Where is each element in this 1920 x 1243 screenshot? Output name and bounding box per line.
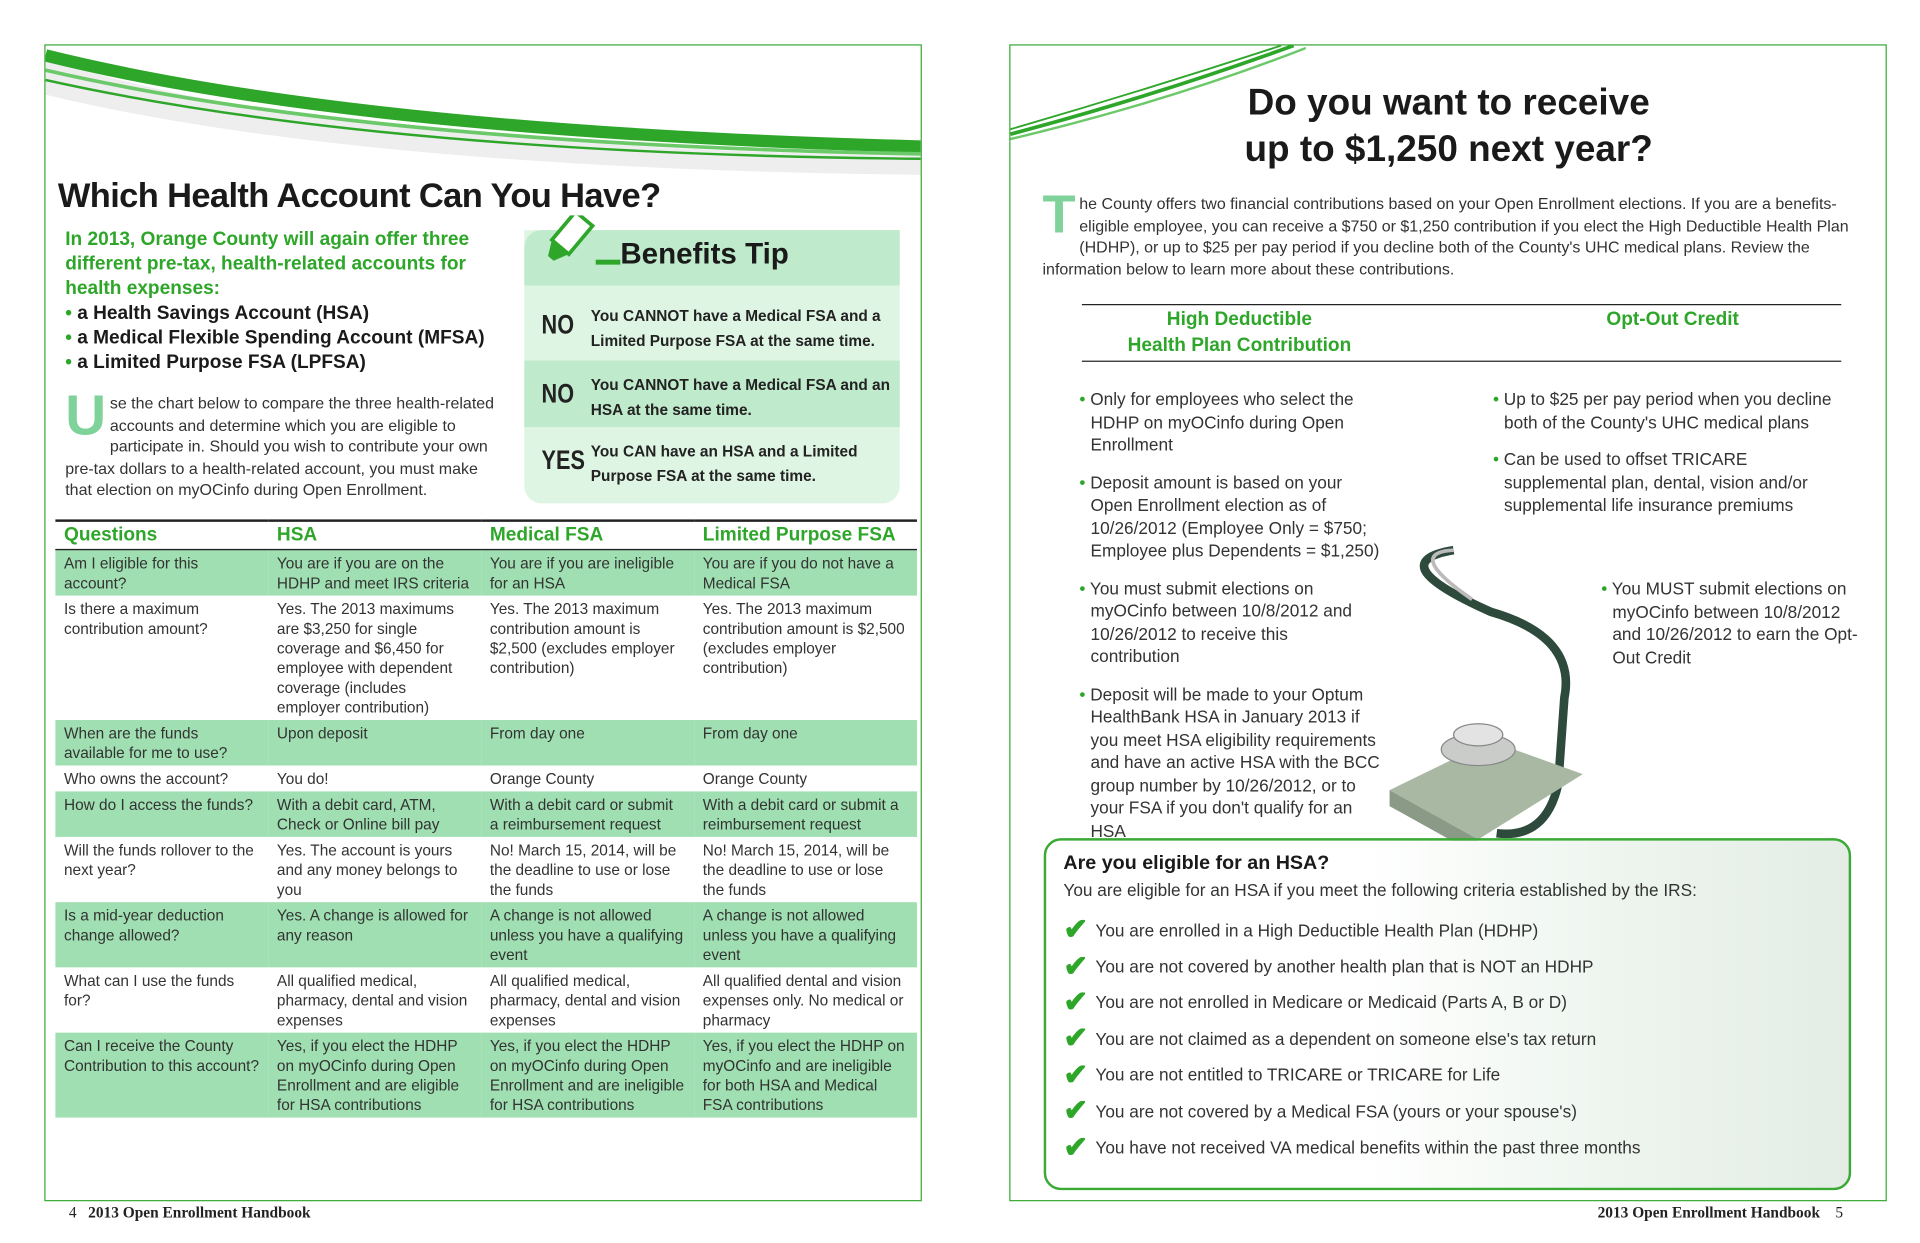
bullet: • Deposit will be made to your Optum HealthBank HSA in January 2013 if you meet HSA eligibility requirements and have an active HSA with the BCC group number by 10/26/2012, or to your FSA if you don't qualify for an HSA — [1079, 682, 1385, 841]
table-row — [55, 596, 917, 720]
tip-row — [524, 361, 899, 427]
table-cell: From day one — [694, 720, 917, 766]
table-cell: With a debit card or submit a reimbursement request — [694, 791, 917, 837]
table-cell: Orange County — [694, 766, 917, 792]
column-header: HSA — [268, 521, 481, 550]
checkmark-icon: ✔ — [1063, 1130, 1089, 1164]
bullet: • You must submit elections on myOCinfo between 10/8/2012 and 10/26/2012 to receive this contribution — [1079, 577, 1381, 668]
intro-text: In 2013, Orange County will again offer three different pre-tax, health-related accounts for health expenses: — [65, 228, 470, 300]
eligibility-title: Are you eligible for an HSA? — [1063, 852, 1330, 874]
column-header: Limited Purpose FSA — [694, 521, 917, 550]
opt-out-bullets — [1493, 388, 1850, 531]
table-row — [55, 1033, 917, 1118]
table-cell: Is there a maximum contribution amount? — [55, 596, 268, 720]
table-cell: Yes, if you elect the HDHP on myOCinfo during Open Enrollment and are eligible for HSA contributions — [268, 1033, 481, 1118]
hdhp-bullets — [1079, 388, 1381, 857]
tip-verdict: YES — [541, 444, 585, 476]
tip-verdict: NO — [541, 377, 575, 409]
checkmark-icon: ✔ — [1063, 985, 1089, 1020]
checkmark-icon: ✔ — [1063, 1022, 1089, 1056]
table-row — [55, 766, 917, 792]
column-header: Questions — [55, 521, 268, 550]
right-page — [1009, 44, 1887, 1201]
bullet: • Can be used to offset TRICARE supplemental plan, dental, vision and/or supplemental life insurance premiums — [1493, 448, 1850, 516]
table-cell: Who owns the account? — [55, 766, 268, 792]
hdhp-column-title — [1082, 306, 1397, 358]
table-row — [55, 720, 917, 766]
checkmark-icon: ✔ — [1063, 1094, 1089, 1128]
column-header: Medical FSA — [481, 521, 694, 550]
table-cell: You are if you do not have a Medical FSA — [694, 550, 917, 596]
table-cell: How do I access the funds? — [55, 791, 268, 837]
opt-out-column-title: Opt-Out Credit — [1606, 308, 1739, 330]
eligibility-item — [1063, 1021, 1640, 1057]
table-cell: All qualified medical, pharmacy, dental and vision expenses — [481, 967, 694, 1032]
table-cell: Upon deposit — [268, 720, 481, 766]
table-cell: Am I eligible for this account? — [55, 550, 268, 596]
eligibility-item — [1063, 984, 1640, 1020]
title-line: Health Plan Contribution — [1127, 334, 1352, 356]
page-number: 4 — [68, 1203, 77, 1221]
table-cell: You are if you are ineligible for an HSA — [481, 550, 694, 596]
table-cell: You do! — [268, 766, 481, 792]
table-cell: When are the funds available for me to use? — [55, 720, 268, 766]
contribution-header — [1082, 304, 1841, 362]
eligibility-item — [1063, 912, 1640, 948]
account-list — [65, 302, 484, 376]
table-cell: Yes. A change is allowed for any reason — [268, 902, 481, 967]
table-cell: Yes, if you elect the HDHP on myOCinfo and are ineligible for both HSA and Medical FSA contributions — [694, 1033, 917, 1118]
table-row — [55, 902, 917, 967]
eligibility-text: You are not claimed as a dependent on someone else's tax return — [1095, 1028, 1597, 1049]
page-footer-left — [69, 1204, 311, 1222]
page-footer-right — [1598, 1204, 1844, 1222]
table-cell: Is a mid-year deduction change allowed? — [55, 902, 268, 967]
paragraph-text: se the chart below to compare the three health-related accounts and determine which you are eligible to participate in. Should you wish to contribute your own pre-tax dollars to a health-related account, you must make that election on myOCinfo during Open Enrollment. — [65, 393, 495, 499]
footer-text: 2013 Open Enrollment Handbook — [1597, 1203, 1821, 1221]
bullet: • You MUST submit elections on myOCinfo between 10/8/2012 and 10/26/2012 to earn the Opt-Out Credit — [1601, 577, 1858, 668]
eligibility-list — [1063, 912, 1640, 1165]
table-cell: A change is not allowed unless you have a qualifying event — [481, 902, 694, 967]
page-title: Which Health Account Can You Have? — [57, 176, 661, 215]
drop-cap: T — [1042, 184, 1076, 245]
checkmark-icon: ✔ — [1063, 913, 1089, 947]
eligibility-item — [1063, 1057, 1640, 1093]
table-cell: Will the funds rollover to the next year? — [55, 837, 268, 902]
eligibility-item — [1063, 1129, 1640, 1165]
drop-cap: U — [65, 382, 107, 447]
checkmark-icon: ✔ — [1063, 1058, 1089, 1092]
table-row — [55, 967, 917, 1032]
tip-text: You CANNOT have a Medical FSA and an HSA at the same time. — [590, 376, 891, 419]
table-cell: All qualified medical, pharmacy, dental and vision expenses — [268, 967, 481, 1032]
table-cell: Yes, if you elect the HDHP on myOCinfo during Open Enrollment and are ineligible for HSA contributions — [481, 1033, 694, 1118]
comparison-table — [55, 519, 917, 1117]
title-line: up to $1,250 next year? — [1244, 129, 1653, 170]
eligibility-item — [1063, 948, 1640, 984]
tip-title: Benefits Tip — [620, 237, 789, 271]
table-row — [55, 837, 917, 902]
footer-text: 2013 Open Enrollment Handbook — [88, 1203, 311, 1221]
table-cell: What can I use the funds for? — [55, 967, 268, 1032]
intro-paragraph — [65, 382, 502, 501]
left-page — [44, 44, 922, 1201]
table-row — [55, 550, 917, 596]
list-item: • a Limited Purpose FSA (LPFSA) — [65, 351, 484, 376]
tip-row — [524, 427, 899, 493]
hsa-eligibility-box — [1044, 838, 1851, 1190]
table-cell: All qualified dental and vision expenses only. No medical or pharmacy — [694, 967, 917, 1032]
table-cell: No! March 15, 2014, will be the deadline to use or lose the funds — [694, 837, 917, 902]
table-cell: Yes. The 2013 maximum contribution amount is $2,500 (excludes employer contribution) — [694, 596, 917, 720]
table-cell: No! March 15, 2014, will be the deadline to use or lose the funds — [481, 837, 694, 902]
tip-text: You CANNOT have a Medical FSA and a Limited Purpose FSA at the same time. — [590, 307, 881, 350]
highlighter-icon — [534, 215, 620, 277]
table-cell: A change is not allowed unless you have a qualifying event — [694, 902, 917, 967]
table-cell: With a debit card or submit a reimbursement request — [481, 791, 694, 837]
table-cell: With a debit card, ATM, Check or Online bill pay — [268, 791, 481, 837]
eligibility-item — [1063, 1093, 1640, 1129]
eligibility-text: You are not covered by a Medical FSA (yours or your spouse's) — [1095, 1101, 1577, 1121]
page-number: 5 — [1835, 1203, 1844, 1221]
list-item: • a Medical Flexible Spending Account (MFSA) — [65, 326, 484, 351]
table-cell: Yes. The 2013 maximums are $3,250 for single coverage and $6,450 for employee with dependent coverage (includes employer contribution) — [268, 596, 481, 720]
table-cell: Can I receive the County Contribution to this account? — [55, 1033, 268, 1118]
intro-paragraph — [1042, 184, 1854, 279]
eligibility-text: You are not covered by another health plan that is NOT an HDHP — [1095, 956, 1594, 977]
green-swoosh-decoration — [46, 46, 921, 181]
table-row — [55, 791, 917, 837]
title-line: Do you want to receive — [1247, 82, 1650, 124]
tip-text: You CAN have an HSA and a Limited Purpose FSA at the same time. — [590, 443, 858, 485]
table-cell: Yes. The account is yours and any money belongs to you — [268, 837, 481, 902]
bullet: • Up to $25 per pay period when you decline both of the County's UHC medical plans — [1493, 388, 1850, 434]
bullet: • Deposit amount is based on your Open Enrollment election as of 10/26/2012 (Employee Only = $750; Employee plus Dependents = $1,250) — [1079, 471, 1381, 562]
table-cell: Orange County — [481, 766, 694, 792]
table-cell: Yes. The 2013 maximum contribution amount is $2,500 (excludes employer contribution) — [481, 596, 694, 720]
eligibility-text: You are not entitled to TRICARE or TRICARE for Life — [1095, 1064, 1501, 1085]
eligibility-text: You are not enrolled in Medicare or Medicaid (Parts A, B or D) — [1095, 992, 1567, 1013]
paragraph-text: he County offers two financial contributions based on your Open Enrollment elections. If you are a benefits-eligible employee, you can receive a $750 or $1,250 contribution if you elect the High Deductible Health Plan (HDHP), or up to $25 per pay period if you decline both of the County's UHC medical plans. Review the information below to learn more about these contributions. — [1042, 194, 1849, 278]
benefits-tip-box — [524, 230, 899, 503]
table-cell: From day one — [481, 720, 694, 766]
checkmark-icon: ✔ — [1063, 949, 1089, 983]
stethoscope-money-image — [1380, 538, 1602, 858]
eligibility-text: You have not received VA medical benefits within the past three months — [1095, 1137, 1641, 1157]
page-title — [1010, 80, 1886, 174]
title-line: High Deductible — [1166, 308, 1313, 330]
list-item: • a Health Savings Account (HSA) — [65, 302, 484, 327]
table-cell: You are if you are on the HDHP and meet IRS criteria — [268, 550, 481, 596]
eligibility-text: You are enrolled in a High Deductible Health Plan (HDHP) — [1095, 920, 1539, 940]
bullet: • Only for employees who select the HDHP on myOCinfo during Open Enrollment — [1079, 388, 1381, 456]
tip-row — [524, 292, 899, 358]
tip-verdict: NO — [541, 308, 575, 340]
eligibility-subtitle: You are eligible for an HSA if you meet the following criteria established by the IRS: — [1063, 880, 1697, 900]
